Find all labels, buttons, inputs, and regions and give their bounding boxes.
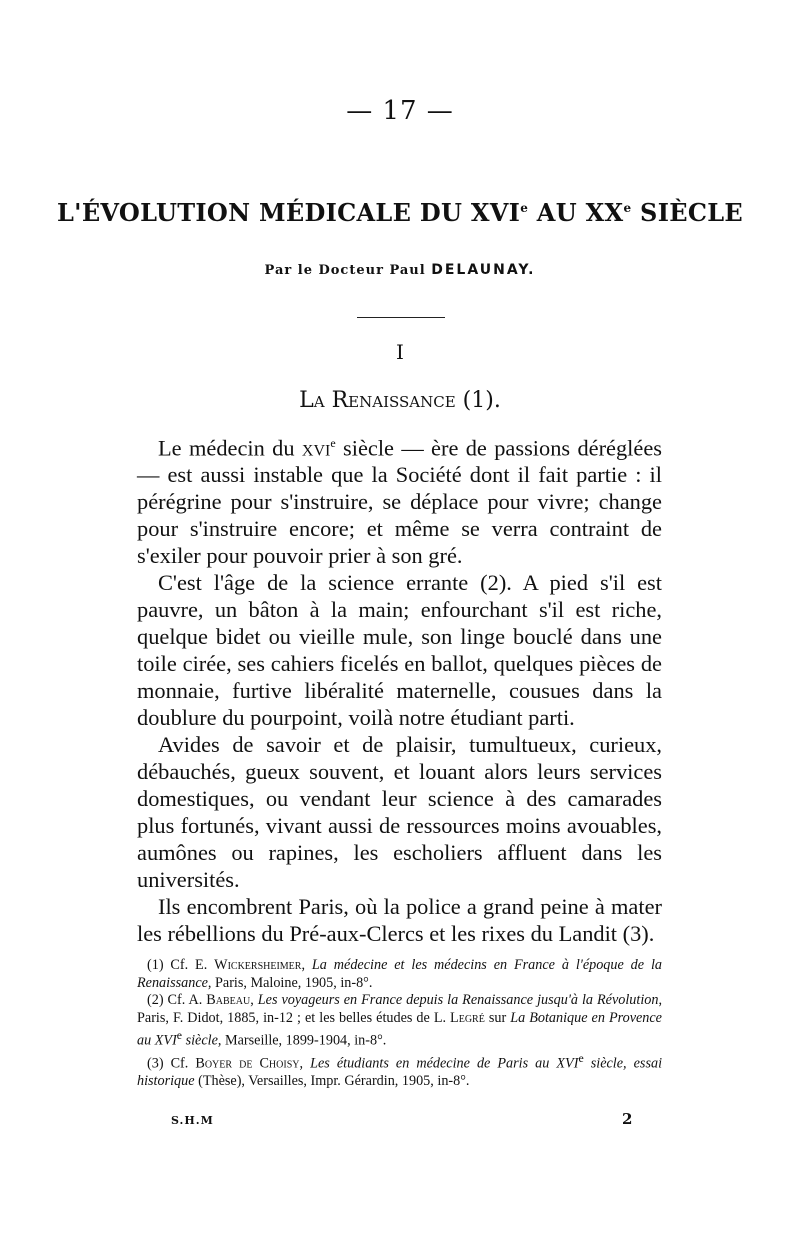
century-numeral: xvi [301, 435, 331, 461]
title-sup-1: e [520, 201, 529, 215]
footnote-1-c: , Paris, Maloine, 1905, in-8°. [207, 974, 373, 991]
footnote-2-title: Les voyageurs en France depuis la Renaissance jusqu'à la Révolution [257, 992, 659, 1008]
footnote-2-author-2: Legré [450, 1009, 485, 1026]
century-sup: e [330, 436, 336, 450]
paragraph-3: Avides de savoir et de plaisir, tumultueux, curieux, débauchés, gueux souvent, et louant alors leurs services domestiques, ou vendant leur science à des camarades plus fortunés, vivant aussi de ressources moins avouables, aumônes ou rapines, les escholiers affluent dans les universités. [137, 732, 662, 893]
footnote-2-d: sur [484, 1009, 511, 1026]
section-heading [0, 388, 800, 413]
footnote-1-b: , [301, 957, 312, 973]
title-sup-2: e [623, 201, 632, 215]
footnote-1-a: (1) Cf. E. [147, 957, 215, 973]
footnote-3-a: (3) Cf. [147, 1055, 196, 1072]
body-text [137, 430, 662, 947]
footnote-3-sup: e [578, 1051, 584, 1066]
title-part-2: AU XX [528, 198, 624, 227]
sheet-number: 2 [622, 1110, 633, 1128]
footnote-2-e: , Marseille, 1899-1904, in-8°. [217, 1032, 387, 1049]
footnote-3-title-2: siècle, essai historique [137, 1055, 663, 1090]
printer-signature: S.H.M [171, 1114, 214, 1127]
footnote-2 [137, 992, 662, 1050]
paragraph-1-c: siècle — ère de passions déréglées — est aussi instable que la Société dont il fait partie : il pérégrine pour s'instruire, se déplace pour vivre; change pour s'instruire encore; et même se verra contraint de s'exiler pour pouvoir prier à son gré. [137, 435, 662, 569]
footnote-2-a: (2) Cf. A. [147, 992, 207, 1008]
title-part-1: L'ÉVOLUTION MÉDICALE DU XVI [57, 198, 521, 227]
footnote-2-title-2: La Botanique en Provence au XVI [137, 1009, 662, 1049]
paragraph-4: Ils encombrent Paris, où la police a grand peine à mater les rébellions du Pré-aux-Clercs et les rixes du Landit (3). [137, 894, 662, 947]
footnote-3-title: Les étudiants en médecine de Paris au XVI [310, 1055, 579, 1072]
byline-prefix: Par le Docteur Paul [264, 263, 432, 278]
footnote-2-c: , Paris, F. Didot, 1885, in-12 ; et les belles études de L. [137, 992, 662, 1026]
article-title [0, 198, 800, 227]
footnotes [137, 957, 662, 1091]
section-numeral: I [396, 340, 404, 364]
byline [0, 262, 800, 278]
author-name: DELAUNAY. [431, 262, 536, 278]
footnote-3 [137, 1050, 662, 1091]
title-divider [357, 317, 445, 318]
footnote-1-author: Wickersheimer [214, 957, 302, 973]
footnote-2-sup: e [176, 1028, 183, 1042]
footnote-2-title-3: siècle [182, 1032, 218, 1049]
section-note-ref: (1). [455, 388, 501, 413]
page-number: — 17 — [346, 96, 454, 126]
footnote-1 [137, 957, 662, 992]
footnote-3-author: Boyer de Choisy [195, 1055, 300, 1072]
footnote-3-c: (Thèse), Versailles, Impr. Gérardin, 1905, in-8°. [194, 1073, 470, 1090]
paragraph-1 [137, 430, 662, 569]
footnote-1-title: La médecine et les médecins en France à l'époque de la Renaissance [137, 957, 662, 991]
paragraph-1-a: Le médecin du [158, 435, 302, 461]
footnote-2-b: , [250, 992, 258, 1008]
footnote-3-b: , [299, 1055, 311, 1072]
section-heading-text: La Renaissance [299, 388, 456, 413]
paragraph-2: C'est l'âge de la science errante (2). A pied s'il est pauvre, un bâton à la main; enfourchant s'il est riche, quelque bidet ou vieille mule, son linge bouclé dans une toile cirée, ses cahiers ficelés en ballot, quelques pièces de monnaie, furtive libéralité maternelle, cousues dans la doublure du pourpoint, voilà notre étudiant parti. [137, 570, 662, 731]
title-part-3: SIÈCLE [631, 198, 743, 227]
footnote-2-author: Babeau [206, 992, 251, 1008]
